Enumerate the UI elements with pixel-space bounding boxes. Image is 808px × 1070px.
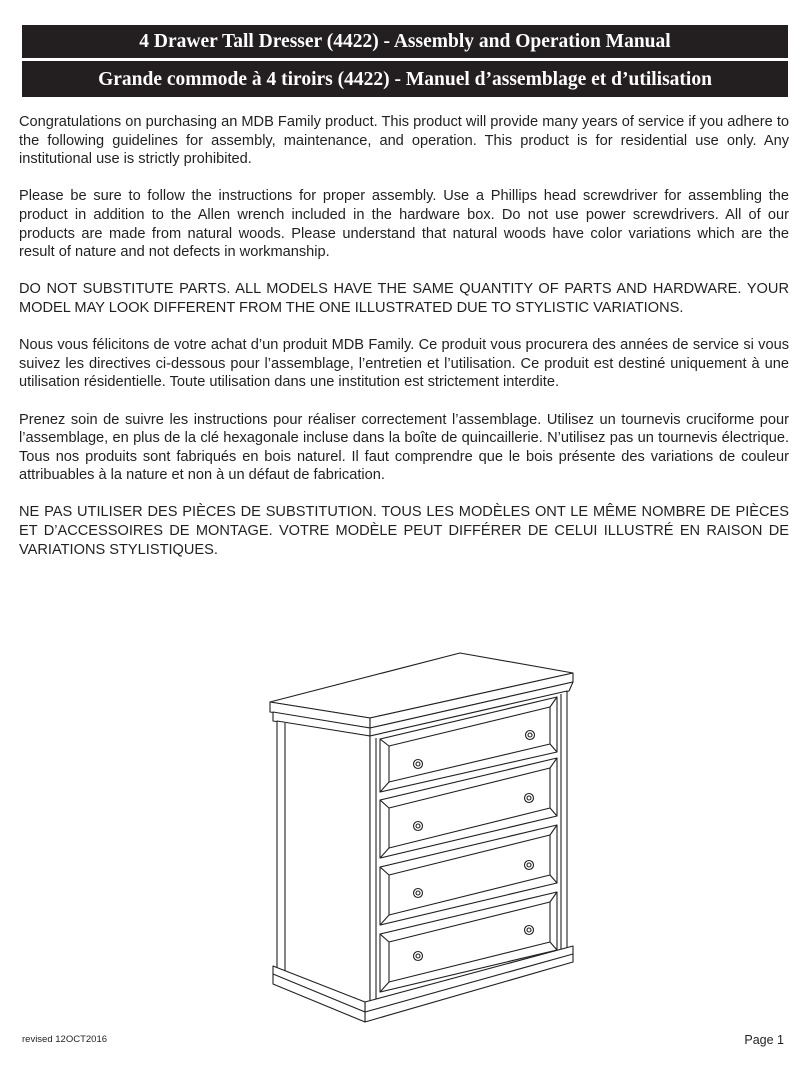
title-banner-english: 4 Drawer Tall Dresser (4422) - Assembly and Operation Manual [22, 25, 788, 58]
dresser-icon [255, 640, 585, 1030]
paragraph-congratulations-fr: Nous vous félicitons de votre achat d’un produit MDB Family. Ce produit vous procurera des années de service si vous suivez les directives ci-dessous pour l’assemblage, l’entretien et l’utilisation. Ce produit est destiné uniquement à une utilisation résidentielle. Toute utilisation dans une institution est strictement interdite. [19, 337, 789, 391]
revision-date: revised 12OCT2016 [22, 1034, 108, 1045]
paragraph-congratulations-en: Congratulations on purchasing an MDB Family product. This product will provide many years of service if you adhere to the following guidelines for assembly, maintenance, and operation. This product is for residential use only. Any institutional use is strictly prohibited. [19, 114, 789, 168]
paragraph-warning-fr: NE PAS UTILISER DES PIÈCES DE SUBSTITUTION. TOUS LES MODÈLES ONT LE MÊME NOMBRE DE PIÈCES ET D’ACCESSOIRES DE MONTAGE. VOTRE MODÈLE PEUT DIFFÉRER DE CELUI ILLUSTRÉ EN RAISON DE VARIATIONS STYLISTIQUES. [19, 504, 789, 558]
title-banner-french: Grande commode à 4 tiroirs (4422) - Manuel d’assemblage et d’utilisation [22, 61, 788, 97]
paragraph-assembly-en: Please be sure to follow the instructions for proper assembly. Use a Phillips head screwdriver for assembling the product in addition to the Allen wrench included in the hardware box. Do not use power screwdrivers. All of our products are made from natural woods. Please understand that natural woods have color variations which are the result of nature and not defects in workmanship. [19, 188, 789, 261]
intro-text [19, 113, 789, 578]
paragraph-assembly-fr: Prenez soin de suivre les instructions pour réaliser correctement l’assemblage. Utilisez un tournevis cruciforme pour l’assemblage, en plus de la clé hexagonale incluse dans la boîte de quincaillerie. N’utilisez pas un tournevis électrique. Tous nos produits sont fabriqués en bois naturel. Il faut comprendre que le bois présente des variations de couleur attribuables à la nature et non à un défaut de fabrication. [19, 411, 789, 484]
page-number: Page 1 [744, 1033, 784, 1047]
paragraph-warning-en: DO NOT SUBSTITUTE PARTS. ALL MODELS HAVE THE SAME QUANTITY OF PARTS AND HARDWARE. YOUR MODEL MAY LOOK DIFFERENT FROM THE ONE ILLUSTRATED DUE TO STYLISTIC VARIATIONS. [19, 281, 789, 316]
